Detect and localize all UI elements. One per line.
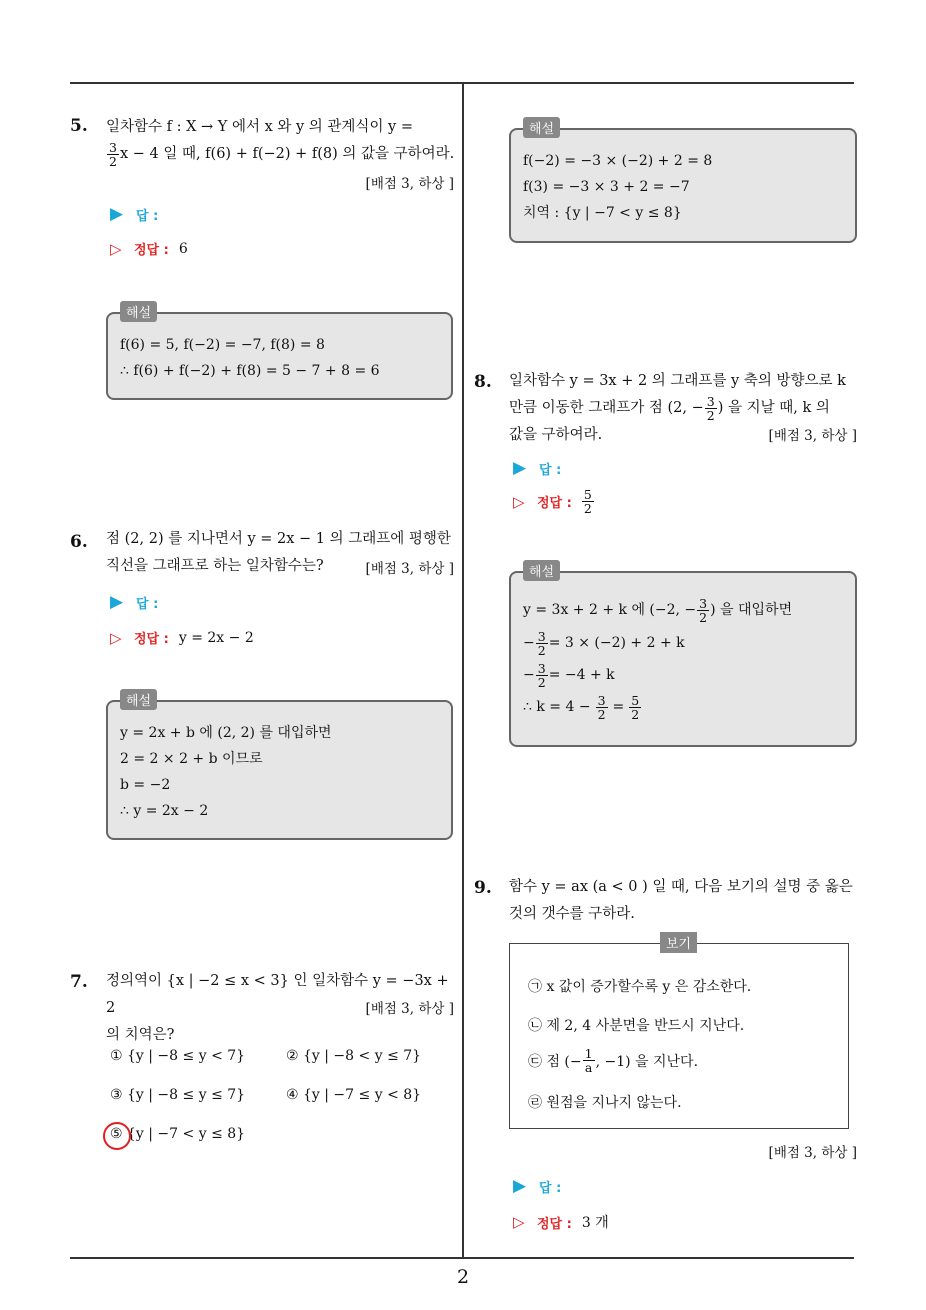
- page-number: 2: [456, 1266, 470, 1288]
- q5-correct-value: 6: [178, 240, 188, 257]
- q9-correct-value: 3 개: [581, 1215, 609, 1231]
- bogi-tag: 보기: [660, 932, 697, 953]
- answer-triangle-icon: ▶: [513, 1176, 527, 1196]
- bogi-item: ㉢ 점 (− $\frac{1}{a}$ , −1) 을 지난다.: [528, 1046, 699, 1075]
- q8-sol-line: − $\frac{3}{2}$ = −4 + k: [523, 660, 615, 690]
- q7-choice-1[interactable]: ① {y | −8 ≤ y < 7}: [110, 1048, 246, 1064]
- solution-tag: 해설: [523, 560, 560, 581]
- correct-label: 정답 :: [134, 632, 169, 647]
- q8-correct-value: $\frac{5}{2}$: [583, 487, 592, 516]
- q7-sol-line: f(3) = −3 × 3 + 2 = −7: [523, 179, 690, 195]
- q7-solution-box: [509, 122, 857, 243]
- answer-label: 답 :: [136, 596, 159, 612]
- q7-sol-line: f(−2) = −3 × (−2) + 2 = 8: [523, 153, 713, 169]
- q9-answer-row: [513, 1176, 561, 1196]
- q7-choice-3[interactable]: ③ {y | −8 ≤ y ≤ 7}: [110, 1087, 246, 1103]
- q8-line3: 값을 구하여라.: [509, 427, 603, 443]
- correct-label: 정답 :: [134, 243, 169, 258]
- answer-triangle-icon: ▶: [513, 458, 527, 478]
- correct-triangle-icon: ▷: [110, 239, 122, 258]
- q8-correct-row: [513, 488, 595, 515]
- q6-answer-row: [110, 592, 158, 612]
- q6-solution-box: [106, 694, 453, 840]
- q7-choice-2[interactable]: ② {y | −8 < y ≤ 7}: [286, 1048, 422, 1064]
- solution-tag: 해설: [523, 117, 560, 138]
- correct-label: 정답 :: [537, 496, 572, 511]
- q9-line1: 함수 y = ax (a < 0 ) 일 때, 다음 보기의 설명 중 옳은: [509, 879, 853, 895]
- q8-meta: [배점 3, 하상 ]: [768, 428, 857, 444]
- q7-choice-4[interactable]: ④ {y | −7 ≤ y < 8}: [286, 1087, 422, 1103]
- q5-meta: [배점 3, 하상 ]: [365, 176, 454, 192]
- q6-sol-line: b = −2: [120, 777, 171, 793]
- selected-circle-icon: [103, 1122, 131, 1150]
- bogi-item: ㉠ x 값이 증가할수록 y 은 감소한다.: [528, 979, 752, 995]
- q7-choice-5[interactable]: ⑤ {y | −7 < y ≤ 8}: [110, 1126, 245, 1142]
- q5-answer-row: [110, 204, 158, 224]
- q5-frac: $\frac{3}{2}$: [109, 140, 117, 169]
- q8-frac: $\frac{3}{2}$: [706, 394, 715, 423]
- correct-triangle-icon: ▷: [513, 1213, 525, 1231]
- answer-triangle-icon: ▶: [110, 204, 124, 224]
- q8-line1: 일차함수 y = 3x + 2 의 그래프를 y 축의 방향으로 k: [509, 373, 846, 389]
- q8-sol-line: ∴ k = 4 − $\frac{3}{2}$ = $\frac{5}{2}$: [523, 692, 640, 722]
- q9-number: 9.: [474, 878, 492, 898]
- answer-triangle-icon: ▶: [110, 592, 124, 612]
- column-divider: [462, 84, 464, 1258]
- q6-sol-line: y = 2x + b 에 (2, 2) 를 대입하면: [120, 725, 332, 741]
- q7-sol-line: 치역 : {y | −7 < y ≤ 8}: [523, 205, 682, 221]
- q8-solution-box: [509, 565, 857, 747]
- q6-number: 6.: [70, 532, 88, 552]
- q6-line2: 직선을 그래프로 하는 일차함수는?: [106, 558, 324, 574]
- q5-solution-box: [106, 306, 453, 400]
- q6-correct-value: y = 2x − 2: [178, 629, 254, 646]
- answer-label: 답 :: [539, 1180, 562, 1196]
- q8-line2: 만큼 이동한 그래프가 점 (2, − $\frac{3}{2}$ ) 을 지날 때, k 의: [509, 394, 830, 423]
- q6-sol-line: 2 = 2 × 2 + b 이므로: [120, 751, 263, 767]
- q6-correct-row: [110, 628, 254, 647]
- correct-triangle-icon: ▷: [513, 492, 525, 511]
- q5-sol-line: ∴ f(6) + f(−2) + f(8) = 5 − 7 + 8 = 6: [120, 363, 380, 379]
- q5-line1: 일차함수 f : X → Y 에서 x 와 y 의 관계식이 y =: [106, 119, 414, 135]
- q5-sol-line: f(6) = 5, f(−2) = −7, f(8) = 8: [120, 337, 325, 353]
- bogi-item: ㉡ 제 2, 4 사분면을 반드시 지난다.: [528, 1018, 745, 1034]
- bottom-rule: [70, 1257, 854, 1259]
- q5-line2: $\frac{3}{2}$ x − 4 일 때, f(6) + f(−2) + f(8) 의 값을 구하여라.: [109, 140, 455, 169]
- q9-correct-row: [513, 1212, 609, 1232]
- answer-label: 답 :: [136, 208, 159, 224]
- q5-number: 5.: [70, 116, 88, 136]
- q8-sol-line: y = 3x + 2 + k 에 (−2, − $\frac{3}{2}$ ) 을 대입하면: [523, 595, 793, 625]
- q5-correct-row: [110, 239, 188, 258]
- correct-triangle-icon: ▷: [110, 628, 122, 647]
- q7-meta: [배점 3, 하상 ]: [365, 1001, 454, 1017]
- q7-line2: 의 치역은?: [106, 1027, 175, 1043]
- q7-line1: 정의역이 {x | −2 ≤ x < 3} 인 일차함수 y = −3x + 2: [106, 973, 449, 1016]
- bogi-item: ㉣ 원점을 지나지 않는다.: [528, 1095, 682, 1111]
- q6-line1: 점 (2, 2) 를 지나면서 y = 2x − 1 의 그래프에 평행한: [106, 531, 451, 547]
- bogi-box: [509, 937, 849, 1129]
- answer-label: 답 :: [539, 462, 562, 478]
- q8-sol-line: − $\frac{3}{2}$ = 3 × (−2) + 2 + k: [523, 628, 685, 658]
- q9-line2: 것의 갯수를 구하라.: [509, 906, 635, 922]
- q6-meta: [배점 3, 하상 ]: [365, 561, 454, 577]
- q6-sol-line: ∴ y = 2x − 2: [120, 803, 209, 819]
- q9-text: [509, 874, 859, 928]
- q7-number: 7.: [70, 972, 88, 992]
- q9-meta: [배점 3, 하상 ]: [768, 1145, 857, 1161]
- q8-number: 8.: [474, 372, 492, 392]
- correct-label: 정답 :: [537, 1216, 572, 1232]
- q5-text: [106, 114, 456, 168]
- solution-tag: 해설: [120, 301, 157, 322]
- solution-tag: 해설: [120, 689, 157, 710]
- q8-answer-row: [513, 458, 561, 478]
